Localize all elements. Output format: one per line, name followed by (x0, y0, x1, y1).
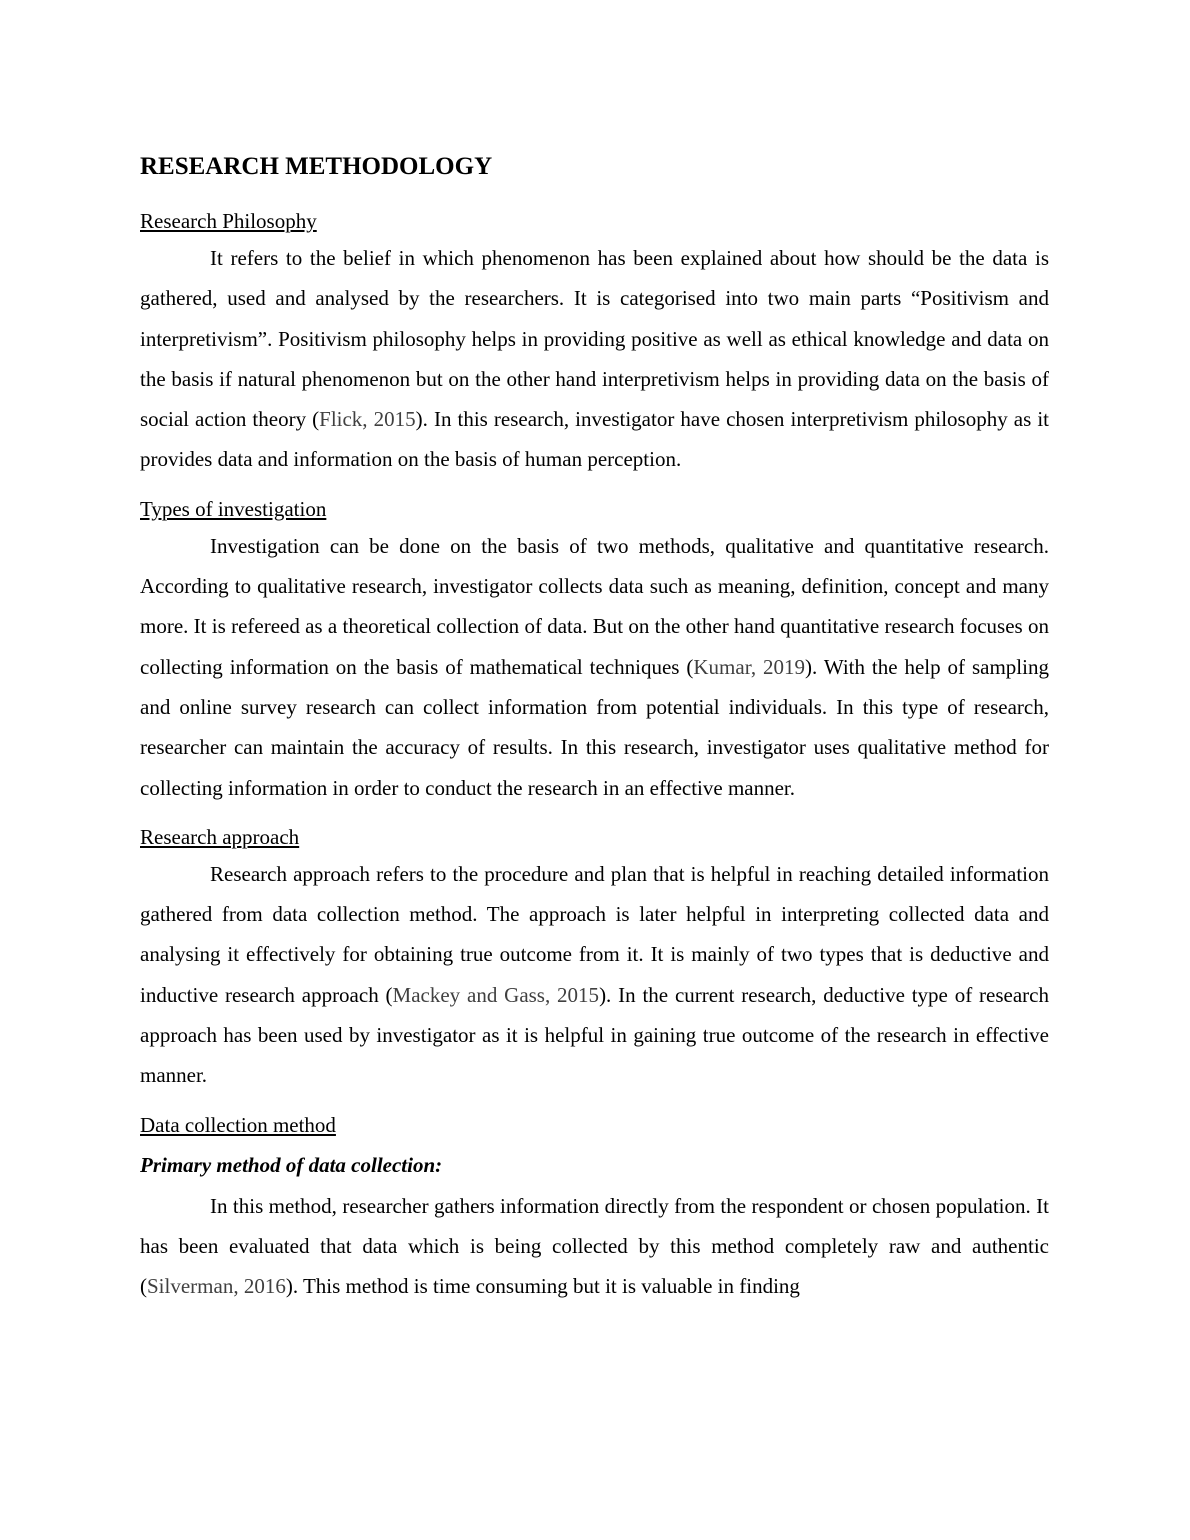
sub-heading: Primary method of data collection: (140, 1152, 443, 1177)
citation: Mackey and Gass, 2015 (392, 982, 600, 1007)
document-page (140, 150, 1049, 1307)
section-research-philosophy (140, 206, 1049, 480)
citation: Silverman, 2016 (147, 1274, 286, 1299)
section-types-of-investigation (140, 494, 1049, 808)
section-heading: Types of investigation (140, 496, 327, 521)
section-paragraph: In this method, researcher gathers information directly from the respondent or chosen population. It has been evaluated that data which is being collected by this method completely raw and authentic (Silverman, 2016). This method is time consuming but it is valuable in finding (140, 1193, 1049, 1299)
section-heading: Research approach (140, 824, 300, 849)
section-heading: Research Philosophy (140, 209, 317, 233)
citation: Flick, 2015 (319, 407, 416, 432)
section-paragraph: Research approach refers to the procedure and plan that is helpful in reaching detailed information gathered from data collection method. The approach is later helpful in interpreting collected data and analysing it effectively for obtaining true outcome from it. It is mainly of two types that is deductive and inductive research approach (Mackey and Gass, 2015). In the current research, deductive type of research approach has been used by investigator as it is helpful in gaining true outcome of the research in effective manner. (140, 861, 1049, 1088)
section-research-approach (140, 822, 1049, 1096)
section-data-collection-method (140, 1110, 1049, 1307)
section-heading: Data collection method (140, 1112, 336, 1137)
document-title: RESEARCH METHODOLOGY (140, 153, 493, 180)
citation: Kumar, 2019 (693, 654, 806, 679)
section-paragraph: It refers to the belief in which phenomenon has been explained about how should be the data is gathered, used and analysed by the researchers. It is categorised into two main parts “Positivism and interpretivism”. Positivism philosophy helps in providing positive as well as ethical knowledge and data on the basis if natural phenomenon but on the other hand interpretivism helps in providing data on the basis of social action theory (Flick, 2015). In this research, investigator have chosen interpretivism philosophy as it provides data and information on the basis of human perception. (140, 246, 1050, 472)
section-paragraph: Investigation can be done on the basis of two methods, qualitative and quantitative research. According to qualitative research, investigator collects data such as meaning, definition, concept and many more. It is refereed as a theoretical collection of data. But on the other hand quantitative research focuses on collecting information on the basis of mathematical techniques (Kumar, 2019). With the help of sampling and online survey research can collect information from potential individuals. In this type of research, researcher can maintain the accuracy of results. In this research, investigator uses qualitative method for collecting information in order to conduct the research in an effective manner. (140, 533, 1049, 800)
